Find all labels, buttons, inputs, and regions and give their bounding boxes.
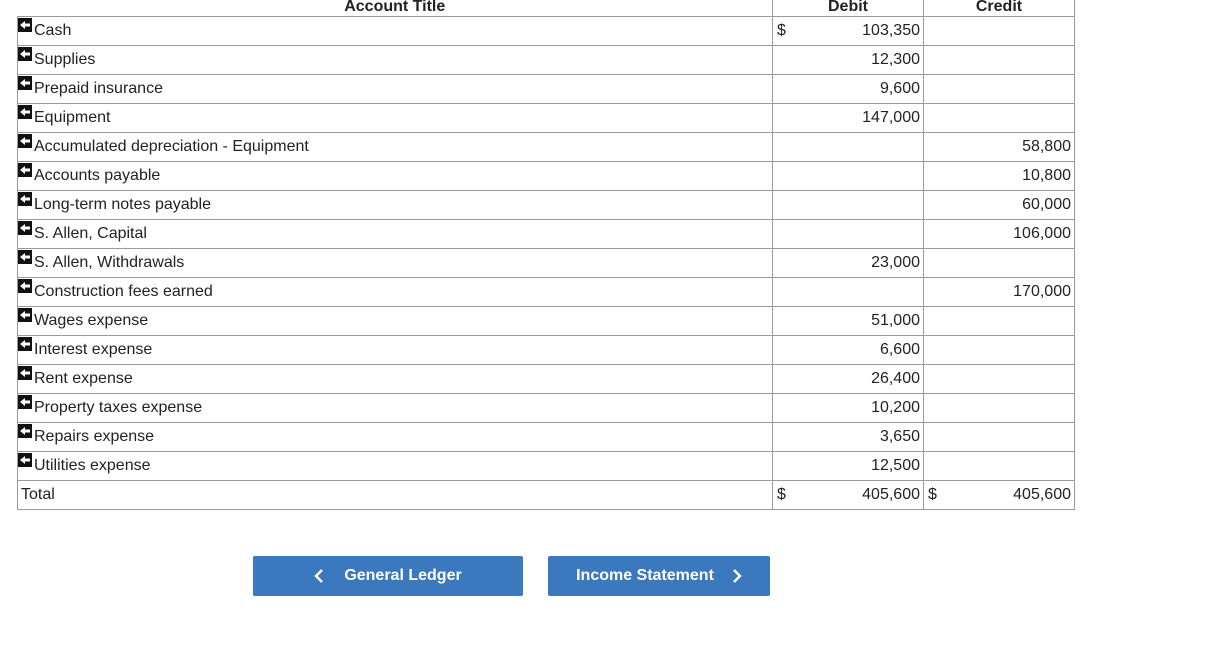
- debit-cell[interactable]: [773, 365, 924, 394]
- table-row: [18, 278, 1075, 307]
- credit-cell[interactable]: [924, 307, 1075, 336]
- debit-cell[interactable]: [773, 162, 924, 191]
- dropdown-arrow-icon[interactable]: [18, 250, 32, 264]
- account-label: Accounts payable: [34, 167, 161, 184]
- debit-cell[interactable]: [773, 46, 924, 75]
- account-label: Interest expense: [34, 341, 153, 358]
- account-cell[interactable]: [18, 75, 773, 104]
- dropdown-arrow-icon[interactable]: [18, 221, 32, 235]
- account-label: Utilities expense: [34, 457, 151, 474]
- dropdown-arrow-icon[interactable]: [18, 366, 32, 380]
- dropdown-arrow-icon[interactable]: [18, 47, 32, 61]
- account-cell[interactable]: [18, 191, 773, 220]
- dropdown-arrow-icon[interactable]: [18, 337, 32, 351]
- credit-cell[interactable]: [924, 394, 1075, 423]
- credit-cell[interactable]: [924, 220, 1075, 249]
- credit-cell[interactable]: [924, 104, 1075, 133]
- account-label: Accumulated depreciation - Equipment: [34, 138, 309, 155]
- dropdown-arrow-icon[interactable]: [18, 453, 32, 467]
- credit-value: 60,000: [1022, 196, 1071, 213]
- table-row: [18, 452, 1075, 481]
- account-cell[interactable]: [18, 365, 773, 394]
- account-cell[interactable]: [18, 133, 773, 162]
- general-ledger-button[interactable]: [253, 556, 523, 596]
- account-label: Rent expense: [34, 370, 133, 387]
- debit-cell[interactable]: [773, 336, 924, 365]
- header-credit: Credit: [924, 0, 1075, 17]
- debit-cell[interactable]: [773, 75, 924, 104]
- account-cell[interactable]: [18, 423, 773, 452]
- total-row: [18, 481, 1075, 510]
- table-row: [18, 104, 1075, 133]
- chevron-left-icon: [314, 569, 324, 583]
- credit-cell[interactable]: [924, 365, 1075, 394]
- trial-balance-table: [17, 0, 1075, 510]
- header-debit: Debit: [773, 0, 924, 17]
- total-credit-value: 405,600: [1013, 486, 1071, 503]
- credit-cell[interactable]: [924, 336, 1075, 365]
- account-cell[interactable]: [18, 278, 773, 307]
- dropdown-arrow-icon[interactable]: [18, 424, 32, 438]
- table-row: [18, 220, 1075, 249]
- total-debit-value: 405,600: [862, 486, 920, 503]
- credit-cell[interactable]: [924, 133, 1075, 162]
- debit-value: 12,300: [871, 51, 920, 68]
- account-label: Cash: [34, 22, 72, 39]
- table-row: [18, 17, 1075, 46]
- debit-value: 103,350: [862, 22, 920, 39]
- account-label: S. Allen, Withdrawals: [34, 254, 185, 271]
- account-label: S. Allen, Capital: [34, 225, 147, 242]
- table-row: [18, 307, 1075, 336]
- account-cell[interactable]: [18, 162, 773, 191]
- credit-value: 58,800: [1022, 138, 1071, 155]
- dropdown-arrow-icon[interactable]: [18, 18, 32, 32]
- table-row: [18, 394, 1075, 423]
- total-debit-dollar: $: [777, 486, 786, 503]
- debit-cell[interactable]: [773, 278, 924, 307]
- debit-value: 10,200: [871, 399, 920, 416]
- table-row: [18, 191, 1075, 220]
- credit-cell[interactable]: [924, 278, 1075, 307]
- total-credit-dollar: $: [928, 486, 937, 503]
- debit-cell[interactable]: [773, 17, 924, 46]
- account-cell[interactable]: [18, 307, 773, 336]
- debit-value: 9,600: [879, 80, 920, 97]
- credit-cell[interactable]: [924, 191, 1075, 220]
- debit-value: 6,600: [879, 341, 920, 358]
- dropdown-arrow-icon[interactable]: [18, 105, 32, 119]
- account-cell[interactable]: [18, 249, 773, 278]
- header-account-title: Account Title: [18, 0, 773, 17]
- credit-cell[interactable]: [924, 452, 1075, 481]
- debit-cell[interactable]: [773, 307, 924, 336]
- dropdown-arrow-icon[interactable]: [18, 76, 32, 90]
- account-label: Equipment: [34, 109, 111, 126]
- table-row: [18, 162, 1075, 191]
- income-statement-label: Income Statement: [576, 567, 714, 584]
- debit-value: 147,000: [862, 109, 920, 126]
- account-cell[interactable]: [18, 17, 773, 46]
- debit-value: 51,000: [871, 312, 920, 329]
- debit-value: 26,400: [871, 370, 920, 387]
- table-row: [18, 423, 1075, 452]
- table-row: [18, 336, 1075, 365]
- debit-value: 23,000: [871, 254, 920, 271]
- debit-value: 12,500: [871, 457, 920, 474]
- account-label: Long-term notes payable: [34, 196, 211, 213]
- account-cell[interactable]: [18, 336, 773, 365]
- account-label: Supplies: [34, 51, 96, 68]
- table-header-row: [18, 0, 1075, 17]
- debit-cell[interactable]: [773, 249, 924, 278]
- dropdown-arrow-icon[interactable]: [18, 395, 32, 409]
- credit-cell[interactable]: [924, 249, 1075, 278]
- account-label: Wages expense: [34, 312, 149, 329]
- table-row: [18, 46, 1075, 75]
- credit-cell[interactable]: [924, 162, 1075, 191]
- dropdown-arrow-icon[interactable]: [18, 192, 32, 206]
- dropdown-arrow-icon[interactable]: [18, 308, 32, 322]
- credit-cell[interactable]: [924, 17, 1075, 46]
- debit-cell[interactable]: [773, 220, 924, 249]
- debit-cell[interactable]: [773, 452, 924, 481]
- account-cell[interactable]: [18, 104, 773, 133]
- total-label: Total: [18, 481, 773, 510]
- table-row: [18, 75, 1075, 104]
- debit-cell[interactable]: [773, 191, 924, 220]
- total-debit-cell[interactable]: [773, 481, 924, 510]
- debit-cell[interactable]: [773, 394, 924, 423]
- table-row: [18, 133, 1075, 162]
- credit-cell[interactable]: [924, 46, 1075, 75]
- account-label: Repairs expense: [34, 428, 155, 445]
- account-cell[interactable]: [18, 46, 773, 75]
- debit-cell[interactable]: [773, 133, 924, 162]
- general-ledger-label: General Ledger: [344, 567, 462, 584]
- account-cell[interactable]: [18, 220, 773, 249]
- debit-cell[interactable]: [773, 423, 924, 452]
- credit-cell[interactable]: [924, 423, 1075, 452]
- account-cell[interactable]: [18, 452, 773, 481]
- debit-dollar-sign: $: [777, 22, 786, 39]
- table-row: [18, 365, 1075, 394]
- credit-value: 10,800: [1022, 167, 1071, 184]
- income-statement-button[interactable]: [548, 556, 770, 596]
- account-label: Property taxes expense: [34, 399, 203, 416]
- debit-cell[interactable]: [773, 104, 924, 133]
- total-credit-cell[interactable]: [924, 481, 1075, 510]
- credit-value: 106,000: [1013, 225, 1071, 242]
- dropdown-arrow-icon[interactable]: [18, 279, 32, 293]
- debit-value: 3,650: [879, 428, 920, 445]
- table-row: [18, 249, 1075, 278]
- credit-value: 170,000: [1013, 283, 1071, 300]
- dropdown-arrow-icon[interactable]: [18, 134, 32, 148]
- dropdown-arrow-icon[interactable]: [18, 163, 32, 177]
- account-label: Prepaid insurance: [34, 80, 163, 97]
- chevron-right-icon: [732, 569, 742, 583]
- account-cell[interactable]: [18, 394, 773, 423]
- account-label: Construction fees earned: [34, 283, 213, 300]
- credit-cell[interactable]: [924, 75, 1075, 104]
